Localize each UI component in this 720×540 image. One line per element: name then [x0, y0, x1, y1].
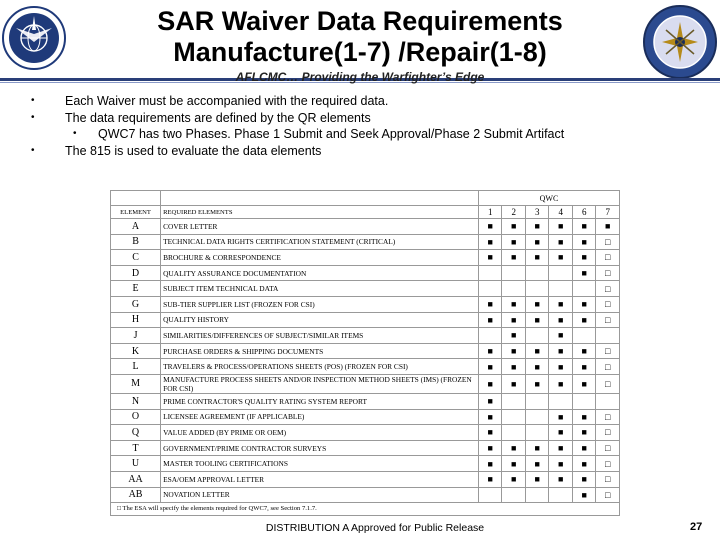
- filled-box-icon: ■: [478, 425, 502, 441]
- blank-cell: [502, 425, 526, 441]
- filled-box-icon: ■: [478, 250, 502, 266]
- blank-cell: [525, 328, 549, 344]
- bullet-list: [28, 93, 564, 159]
- filled-box-icon: ■: [525, 471, 549, 487]
- title-line-1: SAR Waiver Data Requirements: [157, 6, 563, 36]
- filled-box-icon: ■: [525, 219, 549, 235]
- element-code: Q: [111, 425, 161, 441]
- bullet-icon: •: [31, 144, 35, 156]
- column-header-qwc: 1: [478, 206, 502, 219]
- title-line-2: Manufacture(1-7) /Repair(1-8): [173, 37, 547, 67]
- filled-box-icon: ■: [549, 234, 573, 250]
- filled-box-icon: ■: [525, 440, 549, 456]
- bullet-text: Each Waiver must be accompanied with the required data.: [65, 94, 389, 108]
- element-code: E: [111, 281, 161, 297]
- element-code: AA: [111, 471, 161, 487]
- blank-cell: [525, 425, 549, 441]
- blank-cell: [572, 393, 596, 409]
- required-element: NOVATION LETTER: [161, 487, 479, 503]
- empty-box-icon: □: [596, 374, 620, 393]
- filled-box-icon: ■: [572, 343, 596, 359]
- filled-box-icon: ■: [572, 265, 596, 281]
- filled-box-icon: ■: [478, 234, 502, 250]
- bullet-icon: •: [73, 128, 77, 139]
- table-group-header-row: [111, 191, 620, 206]
- filled-box-icon: ■: [549, 425, 573, 441]
- filled-box-icon: ■: [549, 296, 573, 312]
- filled-box-icon: ■: [502, 359, 526, 375]
- column-header-qwc: 7: [596, 206, 620, 219]
- empty-box-icon: □: [596, 409, 620, 425]
- column-header-qwc: 4: [549, 206, 573, 219]
- slide-subtitle: AFLCMC… Providing the Warfighter’s Edge: [235, 70, 485, 84]
- bullet-text: The 815 is used to evaluate the data elements: [65, 143, 322, 158]
- table-row: [111, 328, 620, 344]
- filled-box-icon: ■: [478, 359, 502, 375]
- blank-cell: [478, 328, 502, 344]
- blank-cell: [478, 281, 502, 297]
- element-code: B: [111, 234, 161, 250]
- blank-cell: [549, 265, 573, 281]
- filled-box-icon: ■: [478, 219, 502, 235]
- filled-box-icon: ■: [502, 374, 526, 393]
- table-column-header-row: [111, 206, 620, 219]
- filled-box-icon: ■: [549, 312, 573, 328]
- table-row: [111, 471, 620, 487]
- required-element: QUALITY HISTORY: [161, 312, 479, 328]
- element-code: O: [111, 409, 161, 425]
- element-code: H: [111, 312, 161, 328]
- filled-box-icon: ■: [572, 250, 596, 266]
- bullet-text: The data requirements are defined by the QR elements: [65, 110, 371, 125]
- empty-box-icon: □: [596, 471, 620, 487]
- filled-box-icon: ■: [478, 374, 502, 393]
- distribution-statement: DISTRIBUTION A Approved for Public Release: [265, 522, 485, 534]
- required-element: ESA/OEM APPROVAL LETTER: [161, 471, 479, 487]
- filled-box-icon: ■: [549, 250, 573, 266]
- element-code: N: [111, 393, 161, 409]
- table-row: [111, 343, 620, 359]
- filled-box-icon: ■: [502, 328, 526, 344]
- element-code: G: [111, 296, 161, 312]
- bullet-text: QWC7 has two Phases. Phase 1 Submit and Seek Approval/Phase 2 Submit Artifact: [98, 127, 565, 141]
- filled-box-icon: ■: [502, 250, 526, 266]
- blank-cell: [525, 409, 549, 425]
- filled-box-icon: ■: [478, 440, 502, 456]
- blank-cell: [549, 393, 573, 409]
- bullet-item: [28, 143, 564, 160]
- filled-box-icon: ■: [549, 456, 573, 472]
- required-element: PRIME CONTRACTOR'S QUALITY RATING SYSTEM REPORT: [161, 393, 479, 409]
- filled-box-icon: ■: [502, 312, 526, 328]
- column-header-element: ELEMENT: [111, 206, 161, 219]
- blank-cell: [478, 487, 502, 503]
- element-code: D: [111, 265, 161, 281]
- table-row: [111, 219, 620, 235]
- filled-box-icon: ■: [549, 328, 573, 344]
- empty-box-icon: □: [596, 359, 620, 375]
- filled-box-icon: ■: [596, 219, 620, 235]
- table-row: [111, 487, 620, 503]
- blank-cell: [502, 393, 526, 409]
- filled-box-icon: ■: [572, 456, 596, 472]
- blank-cell: [596, 393, 620, 409]
- required-element: SUB-TIER SUPPLIER LIST (FROZEN FOR CSI): [161, 296, 479, 312]
- filled-box-icon: ■: [478, 409, 502, 425]
- filled-box-icon: ■: [525, 296, 549, 312]
- filled-box-icon: ■: [525, 312, 549, 328]
- empty-box-icon: □: [596, 312, 620, 328]
- blank-cell: [525, 265, 549, 281]
- empty-box-icon: □: [596, 456, 620, 472]
- air-force-logo: [2, 6, 66, 70]
- required-element: MANUFACTURE PROCESS SHEETS AND/OR INSPECTION METHOD SHEETS (IMS) (FROZEN FOR CSI): [161, 374, 479, 393]
- table-row: [111, 409, 620, 425]
- filled-box-icon: ■: [525, 343, 549, 359]
- filled-box-icon: ■: [572, 219, 596, 235]
- table-row: [111, 393, 620, 409]
- filled-box-icon: ■: [572, 425, 596, 441]
- page-number: 27: [690, 521, 703, 533]
- filled-box-icon: ■: [502, 219, 526, 235]
- filled-box-icon: ■: [572, 374, 596, 393]
- column-header-qwc: 2: [502, 206, 526, 219]
- filled-box-icon: ■: [502, 471, 526, 487]
- element-code: K: [111, 343, 161, 359]
- sub-bullet-item: [28, 126, 564, 143]
- element-code: A: [111, 219, 161, 235]
- required-element: GOVERNMENT/PRIME CONTRACTOR SURVEYS: [161, 440, 479, 456]
- required-element: TRAVELERS & PROCESS/OPERATIONS SHEETS (POS) (FROZEN FOR CSI): [161, 359, 479, 375]
- required-element: SIMILARITIES/DIFFERENCES OF SUBJECT/SIMILAR ITEMS: [161, 328, 479, 344]
- empty-box-icon: □: [596, 281, 620, 297]
- bullet-item: [28, 110, 564, 127]
- table-row: [111, 281, 620, 297]
- table-row: [111, 359, 620, 375]
- filled-box-icon: ■: [549, 409, 573, 425]
- blank-cell: [525, 281, 549, 297]
- filled-box-icon: ■: [572, 296, 596, 312]
- empty-box-icon: □: [596, 250, 620, 266]
- filled-box-icon: ■: [572, 487, 596, 503]
- filled-box-icon: ■: [572, 409, 596, 425]
- table-row: [111, 265, 620, 281]
- empty-box-icon: □: [596, 234, 620, 250]
- qr-elements-table: [110, 190, 620, 503]
- blank-cell: [478, 265, 502, 281]
- table-row: [111, 456, 620, 472]
- blank-cell: [502, 409, 526, 425]
- filled-box-icon: ■: [502, 234, 526, 250]
- required-element: SUBJECT ITEM TECHNICAL DATA: [161, 281, 479, 297]
- filled-box-icon: ■: [549, 219, 573, 235]
- column-header-qwc: 3: [525, 206, 549, 219]
- filled-box-icon: ■: [478, 393, 502, 409]
- column-header-required: REQUIRED ELEMENTS: [161, 206, 479, 219]
- blank-cell: [572, 328, 596, 344]
- blank-cell: [572, 281, 596, 297]
- table-row: [111, 250, 620, 266]
- blank-cell: [502, 487, 526, 503]
- element-code: L: [111, 359, 161, 375]
- required-element: COVER LETTER: [161, 219, 479, 235]
- blank-cell: [525, 393, 549, 409]
- element-code: J: [111, 328, 161, 344]
- filled-box-icon: ■: [525, 359, 549, 375]
- blank-cell: [549, 487, 573, 503]
- empty-box-icon: □: [596, 265, 620, 281]
- filled-box-icon: ■: [478, 456, 502, 472]
- empty-box-icon: □: [596, 440, 620, 456]
- filled-box-icon: ■: [525, 456, 549, 472]
- filled-box-icon: ■: [549, 374, 573, 393]
- filled-box-icon: ■: [478, 471, 502, 487]
- filled-box-icon: ■: [525, 374, 549, 393]
- filled-box-icon: ■: [502, 456, 526, 472]
- filled-box-icon: ■: [572, 234, 596, 250]
- table-row: [111, 296, 620, 312]
- filled-box-icon: ■: [572, 471, 596, 487]
- column-header-qwc: 6: [572, 206, 596, 219]
- blank-cell: [502, 265, 526, 281]
- table-row: [111, 312, 620, 328]
- blank-cell: [502, 281, 526, 297]
- table-footnote: □ The ESA will specify the elements required for QWC7, see Section 7.1.7.: [110, 503, 620, 516]
- filled-box-icon: ■: [478, 296, 502, 312]
- required-element: TECHNICAL DATA RIGHTS CERTIFICATION STATEMENT (CRITICAL): [161, 234, 479, 250]
- blank-cell: [549, 281, 573, 297]
- element-code: M: [111, 374, 161, 393]
- element-code: T: [111, 440, 161, 456]
- aflcmc-seal-logo: [642, 4, 718, 80]
- blank-cell: [525, 487, 549, 503]
- bullet-icon: •: [31, 111, 35, 123]
- empty-box-icon: □: [596, 487, 620, 503]
- filled-box-icon: ■: [572, 359, 596, 375]
- element-code: AB: [111, 487, 161, 503]
- filled-box-icon: ■: [549, 343, 573, 359]
- required-element: VALUE ADDED (BY PRIME OR OEM): [161, 425, 479, 441]
- required-element: PURCHASE ORDERS & SHIPPING DOCUMENTS: [161, 343, 479, 359]
- blank-cell: [596, 328, 620, 344]
- table-row: [111, 425, 620, 441]
- required-element: LICENSEE AGREEMENT (IF APPLICABLE): [161, 409, 479, 425]
- element-code: U: [111, 456, 161, 472]
- qwc-group-header: QWC: [478, 191, 619, 206]
- filled-box-icon: ■: [549, 471, 573, 487]
- bullet-icon: •: [31, 95, 35, 106]
- filled-box-icon: ■: [502, 296, 526, 312]
- filled-box-icon: ■: [478, 312, 502, 328]
- element-code: C: [111, 250, 161, 266]
- table-row: [111, 440, 620, 456]
- filled-box-icon: ■: [502, 440, 526, 456]
- empty-box-icon: □: [596, 296, 620, 312]
- table-row: [111, 374, 620, 393]
- filled-box-icon: ■: [525, 250, 549, 266]
- filled-box-icon: ■: [572, 312, 596, 328]
- required-element: QUALITY ASSURANCE DOCUMENTATION: [161, 265, 479, 281]
- table-row: [111, 234, 620, 250]
- bullet-item: [28, 93, 564, 110]
- empty-box-icon: □: [596, 425, 620, 441]
- slide-title: [110, 6, 610, 68]
- required-element: MASTER TOOLING CERTIFICATIONS: [161, 456, 479, 472]
- filled-box-icon: ■: [502, 343, 526, 359]
- filled-box-icon: ■: [549, 440, 573, 456]
- required-element: BROCHURE & CORRESPONDENCE: [161, 250, 479, 266]
- filled-box-icon: ■: [478, 343, 502, 359]
- filled-box-icon: ■: [572, 440, 596, 456]
- empty-box-icon: □: [596, 343, 620, 359]
- filled-box-icon: ■: [549, 359, 573, 375]
- filled-box-icon: ■: [525, 234, 549, 250]
- qr-elements-table-wrapper: [110, 190, 620, 516]
